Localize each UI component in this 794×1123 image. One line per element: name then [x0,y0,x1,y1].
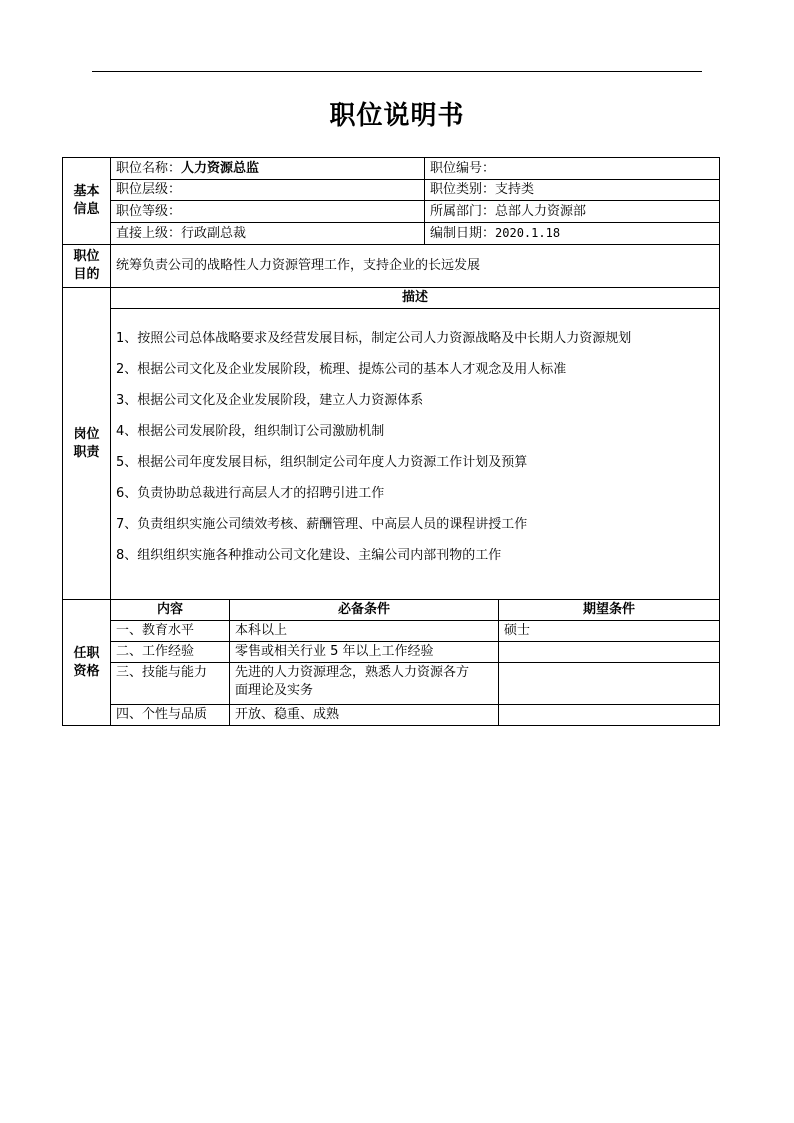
basic-info-section-label: 基本 信息 [63,158,111,245]
qualification-required-header: 必备条件 [230,600,499,621]
date-cell [425,223,720,245]
position-code-label: 职位编号： [430,160,496,176]
qualification-expected [499,663,720,705]
duties-header-row [63,288,720,309]
basic-info-row-3 [63,201,720,223]
duty-item: 4、根据公司发展阶段，组织制订公司激励机制 [116,424,385,439]
qualification-expected [499,642,720,663]
document-title: 职位说明书 [329,101,465,131]
qualification-row [63,705,720,726]
job-description-table [62,157,720,726]
basic-info-row-4 [63,223,720,245]
duties-header: 描述 [111,288,720,309]
duty-item: 7、负责组织实施公司绩效考核、薪酬管理、中高层人员的课程讲授工作 [116,517,528,532]
superior-value: 行政副总裁 [181,225,247,241]
duty-item: 3、根据公司文化及企业发展阶段，建立人力资源体系 [116,393,424,408]
qualifications-header-row [63,600,720,621]
basic-info-row-2 [63,180,720,201]
duty-item: 2、根据公司文化及企业发展阶段，梳理、提炼公司的基本人才观念及用人标准 [116,362,567,377]
duty-item: 5、根据公司年度发展目标，组织制定公司年度人力资源工作计划及预算 [116,455,528,470]
qualification-expected-header: 期望条件 [499,600,720,621]
qualification-required: 本科以上 [230,621,499,642]
header-rule [92,71,702,72]
date-label: 编制日期： [430,226,496,241]
position-grade-label: 职位等级： [116,203,182,219]
duties-section-label: 岗位 职责 [63,288,111,600]
purpose-row [63,245,720,288]
department-cell [425,201,720,223]
qualifications-section-label: 任职 资格 [63,600,111,726]
qualification-content: 二、工作经验 [111,642,230,663]
duties-list [111,309,720,600]
duty-item: 1、按照公司总体战略要求及经营发展目标，制定公司人力资源战略及中长期人力资源规划 [116,331,632,346]
purpose-section-label: 职位 目的 [63,245,111,288]
qualification-expected [499,705,720,726]
qualification-content: 三、技能与能力 [111,663,230,705]
duty-item: 6、负责协助总裁进行高层人才的招聘引进工作 [116,486,385,501]
duties-body-row [63,309,720,600]
position-category-cell [425,180,720,201]
qualification-row [63,663,720,705]
position-level-cell [111,180,425,201]
position-grade-cell [111,201,425,223]
qualification-expected: 硕士 [499,621,720,642]
qualification-content: 一、教育水平 [111,621,230,642]
basic-info-row-1 [63,158,720,180]
qualification-required: 零售或相关行业 5 年以上工作经验 [230,642,499,663]
superior-cell [111,223,425,245]
qualification-content-header: 内容 [111,600,230,621]
qualification-row [63,621,720,642]
position-name-value: 人力资源总监 [181,160,260,176]
qualification-row [63,642,720,663]
date-value: 2020.1.18 [495,226,561,240]
department-label: 所属部门： [430,203,496,219]
position-level-label: 职位层级： [116,182,182,197]
qualification-content: 四、个性与品质 [111,705,230,726]
position-category-label: 职位类别： [430,182,496,197]
superior-label: 直接上级： [116,225,182,241]
duty-item: 8、组织组织实施各种推动公司文化建设、主编公司内部刊物的工作 [116,548,502,563]
position-name-cell [111,158,425,180]
position-category-value: 支持类 [495,182,535,197]
qualification-required: 先进的人力资源理念，熟悉人力资源各方 面理论及实务 [230,663,499,705]
department-value: 总部人力资源部 [495,203,587,219]
purpose-text: 统筹负责公司的战略性人力资源管理工作，支持企业的长远发展 [111,245,720,288]
position-name-label: 职位名称： [116,160,182,176]
position-code-cell [425,158,720,180]
qualification-required: 开放、稳重、成熟 [230,705,499,726]
